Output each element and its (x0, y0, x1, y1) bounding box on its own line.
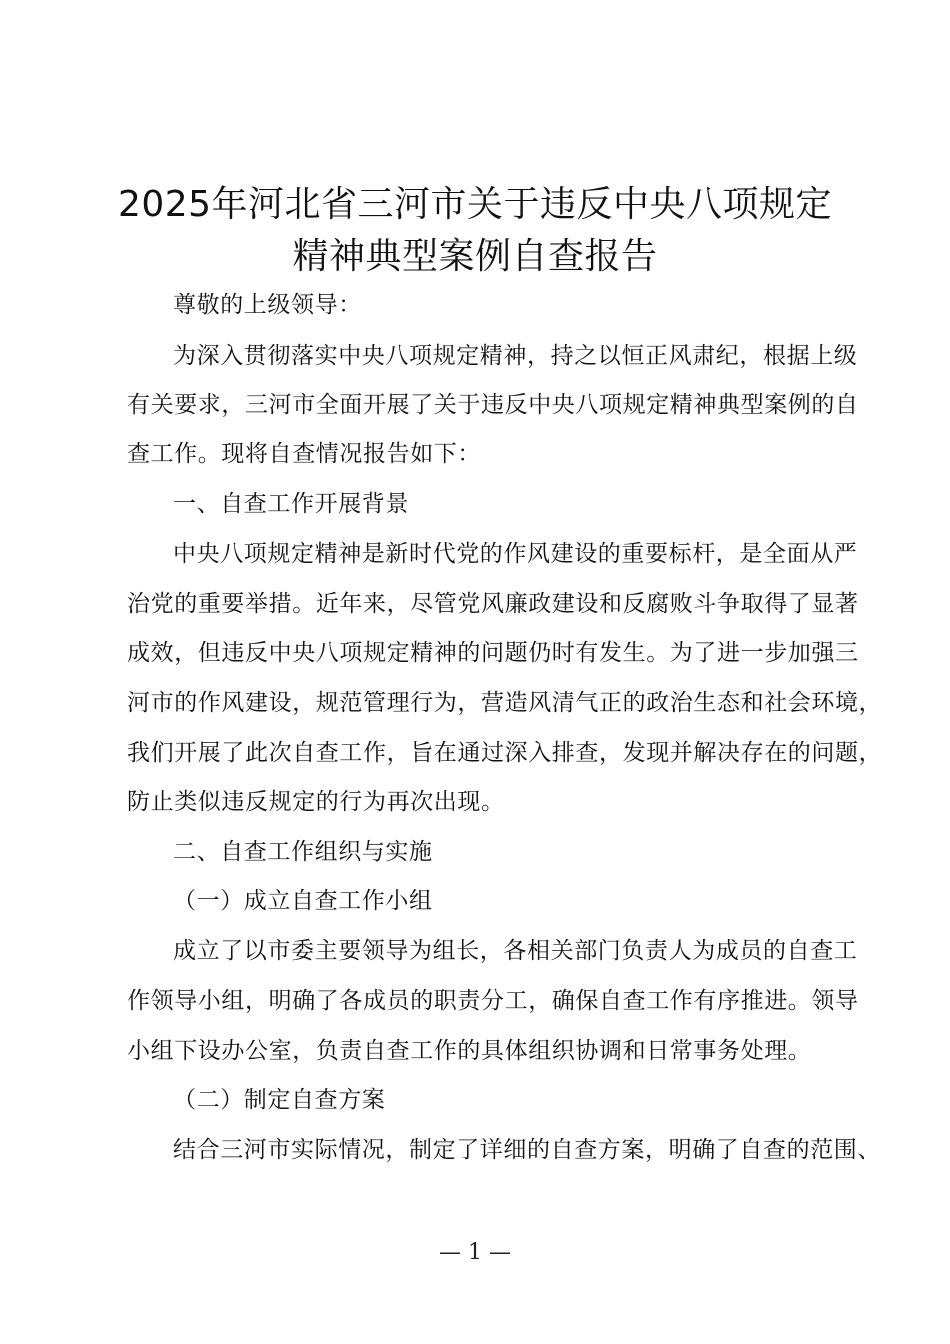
paragraph-line: 有关要求，三河市全面开展了关于违反中央八项规定精神典型案例的自 (127, 392, 859, 418)
paragraph-line: 我们开展了此次自查工作，旨在通过深入排查，发现并解决存在的问题， (127, 740, 883, 766)
subsection-heading: （一）成立自查工作小组 (173, 888, 433, 914)
paragraph-line: 治党的重要举措。近年来，尽管党风廉政建设和反腐败斗争取得了显著 (127, 591, 859, 617)
paragraph-line: 为深入贯彻落实中央八项规定精神，持之以恒正风肃纪，根据上级 (173, 343, 858, 369)
paragraph-line: 河市的作风建设，规范管理行为，营造风清气正的政治生态和社会环境， (127, 690, 883, 716)
paragraph-line: 作领导小组，明确了各成员的职责分工，确保自查工作有序推进。领导 (127, 988, 859, 1014)
paragraph-line: 中央八项规定精神是新时代党的作风建设的重要标杆，是全面从严 (173, 541, 858, 567)
paragraph-line: 防止类似违反规定的行为再次出现。 (127, 789, 505, 815)
paragraph-line: 查工作。现将自查情况报告如下： (127, 441, 481, 467)
section-heading: 一、自查工作开展背景 (173, 491, 409, 517)
paragraph-line: 成立了以市委主要领导为组长，各相关部门负责人为成员的自查工 (173, 938, 858, 964)
subsection-heading: （二）制定自查方案 (173, 1087, 386, 1113)
document-title-line-2: 精神典型案例自查报告 (292, 236, 658, 277)
paragraph-line: 结合三河市实际情况，制定了详细的自查方案，明确了自查的范围、 (173, 1137, 881, 1163)
section-heading: 二、自查工作组织与实施 (173, 839, 433, 865)
page-number: — 1 — (439, 1240, 511, 1265)
paragraph-line: 成效，但违反中央八项规定精神的问题仍时有发生。为了进一步加强三 (127, 640, 859, 666)
paragraph-line: 小组下设办公室，负责自查工作的具体组织协调和日常事务处理。 (127, 1038, 812, 1064)
document-title-line-1: 2025年河北省三河市关于违反中央八项规定 (117, 184, 833, 225)
salutation: 尊敬的上级领导： (173, 292, 362, 318)
